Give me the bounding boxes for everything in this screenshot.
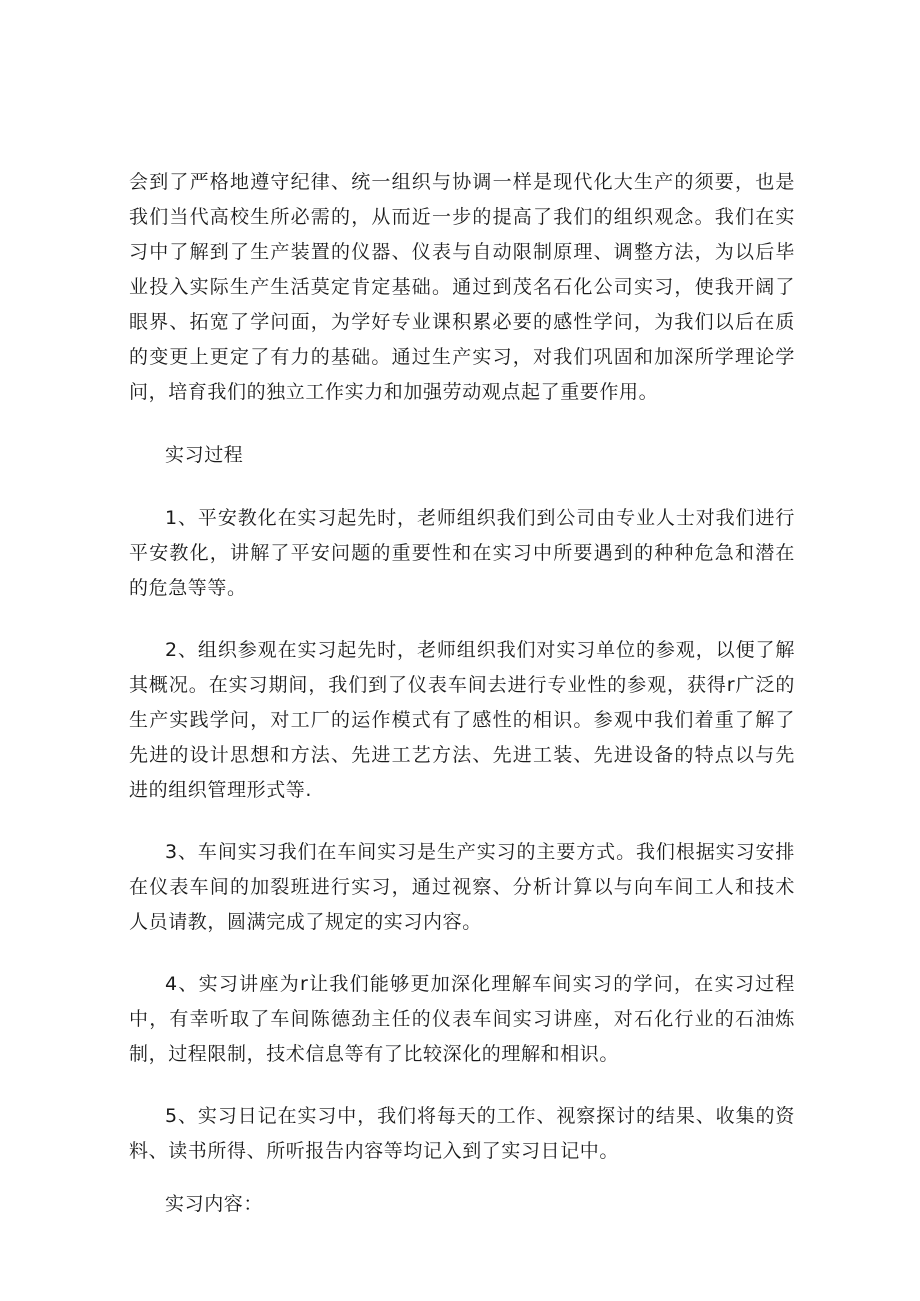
list-item-workshop-practice: 3、车间实习我们在车间实习是生产实习的主要方式。我们根据实习安排在仪表车间的加裂班进行实习，通过视察、分析计算以与向车间工人和技术人员请教，圆满完成了规定的实习内容。 [129,841,795,933]
list-item-diary: 5、实习日记在实习中，我们将每天的工作、视察探讨的结果、收集的资料、读书所得、所听报告内容等均记入到了实习日记中。 [129,1105,795,1162]
list-item-lecture: 4、实习讲座为r让我们能够更加深化理解车间实习的学问，在实习过程中，有幸听取了车间陈德劲主任的仪表车间实习讲座，对石化行业的石油炼制，过程限制，技术信息等有了比较深化的理解和相识。 [129,973,795,1065]
section-heading-content: 实习内容： [165,1193,264,1215]
paragraph-intro: 会到了严格地遵守纪律、统一组织与协调一样是现代化大生产的须要，也是我们当代高校生所必需的，从而近一步的提高了我们的组织观念。我们在实习中了解到了生产装置的仪器、仪表与自动限制原理、调整方法，为以后毕业投入实际生产生活莫定肯定基础。通过到茂名石化公司实习，使我开阔了眼界、拓宽了学问面，为学好专业课积累必要的感性学问，为我们以后在质的变更上更定了有力的基础。通过生产实习，对我们巩固和加深所学理论学问，培育我们的独立工作实力和加强劳动观点起了重要作用。 [129,171,795,403]
document-body [129,165,795,1222]
list-item-organized-visit: 2、组织参观在实习起先时，老师组织我们对实习单位的参观，以便了解其概况。在实习期间，我们到了仪表车间去进行专业性的参观，获得r广泛的生产实践学问，对工厂的运作模式有了感性的相识。参观中我们着重了解了先进的设计思想和方法、先进工艺方法、先进工装、先进设备的特点以与先进的组织管理形式等. [129,639,795,801]
section-heading-process: 实习过程 [165,444,244,466]
list-item-safety-education: 1、平安教化在实习起先时，老师组织我们到公司由专业人士对我们进行平安教化，讲解了平安问题的重要性和在实习中所要遇到的种种危急和潜在的危急等等。 [129,507,795,599]
